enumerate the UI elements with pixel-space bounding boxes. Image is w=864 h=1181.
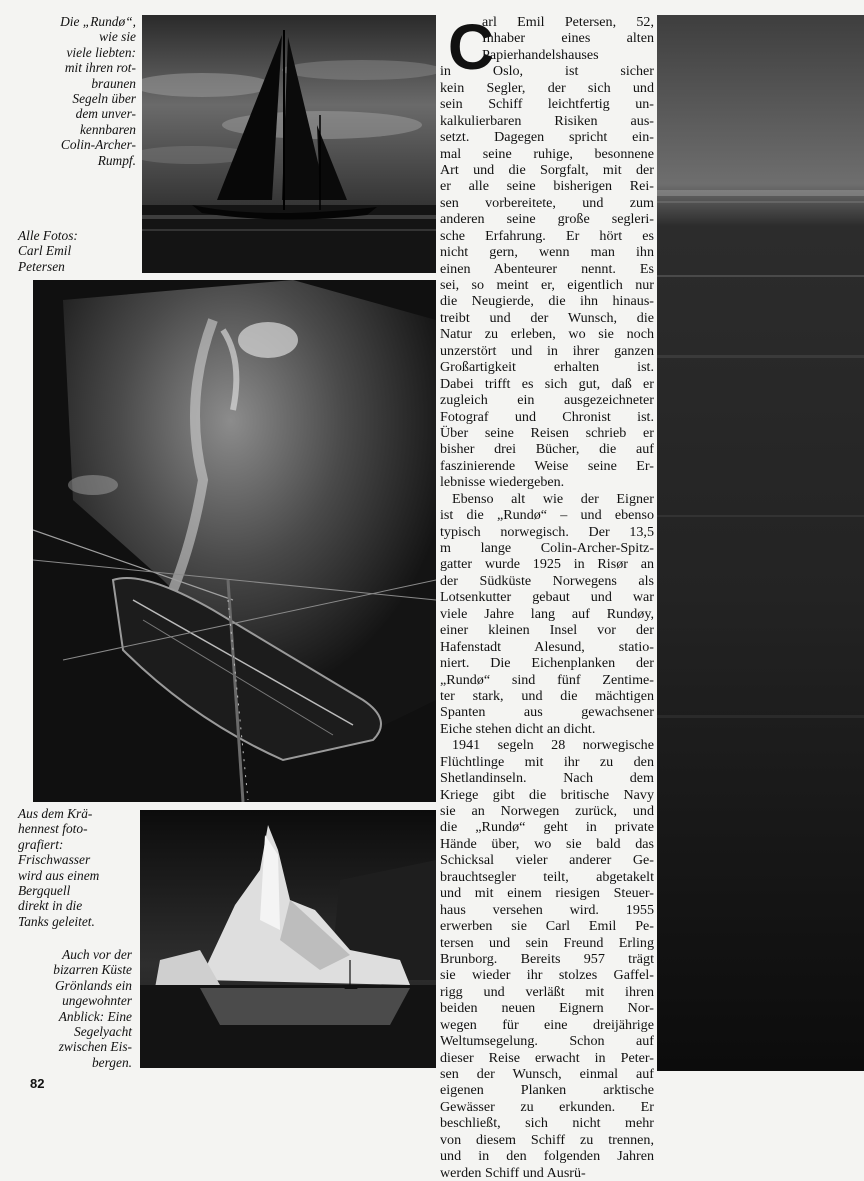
- article-line: mal seine ruhige, besonnene: [440, 145, 654, 162]
- caption-line: viele liebten:: [66, 44, 136, 60]
- photo-sailing-ship-silhouette: [142, 15, 436, 273]
- article-line: kalkulierbaren Risiken aus-: [440, 112, 654, 129]
- caption-line: Grönlands ein: [55, 977, 132, 993]
- caption-line: Tanks geleitet.: [18, 913, 95, 929]
- caption-line: Alle Fotos:: [18, 228, 78, 243]
- article-line: Gewässer zu erkunden. Er: [440, 1098, 654, 1115]
- article-line: faszinierende Weise seine Er-: [440, 457, 654, 474]
- article-line: bisher drei Bücher, die auf: [440, 441, 654, 458]
- caption-line: wird aus einem: [18, 867, 100, 883]
- article-line: erwerben sie Carl Emil Pe-: [440, 918, 654, 935]
- article-line: Shetlandinseln. Nach dem: [440, 770, 654, 787]
- article-line: beschließt, sich nicht mehr: [440, 1115, 654, 1132]
- article-line: Fotograf und Chronist ist.: [440, 408, 654, 425]
- caption-line: bizarren Küste: [53, 962, 132, 978]
- article-line: lebnisse wiedergeben.: [440, 474, 565, 491]
- article-line: Natur zu erleben, wo sie noch: [440, 326, 654, 343]
- article-line: eigenen Planken arktische: [440, 1082, 654, 1099]
- article-line: sie wieder ihr stolzes Gaffel-: [440, 967, 654, 984]
- caption-line: wie sie: [99, 29, 136, 45]
- article-line: Ebenso alt wie der Eigner: [452, 490, 654, 507]
- caption-line: bergen.: [91, 1054, 132, 1070]
- article-line: ter stark, und die mächtigen: [440, 687, 654, 704]
- article-line: Art und die Sorgfalt, mit der: [440, 161, 654, 178]
- article-line: von diesem Schiff zu trennen,: [440, 1131, 654, 1148]
- page-number: 82: [30, 1076, 45, 1091]
- article-line: dieser Reise erwacht in Peter-: [440, 1049, 654, 1066]
- caption-line: zwischen Eis-: [58, 1039, 132, 1055]
- article-line: er alle seine bisherigen Rei-: [440, 178, 654, 195]
- article-line: anderen seine große segleri-: [440, 211, 654, 228]
- caption-line: braunen: [91, 75, 136, 91]
- article-line: sche Erfahrung. Er hört es: [440, 227, 654, 244]
- article-line: sen der Wunsch, einmal auf: [440, 1066, 654, 1082]
- article-line: Brunborg. Bereits 957 trägt: [440, 950, 654, 967]
- article-line: Schicksal vieler anderer Ge-: [440, 852, 654, 869]
- article-line: zugleich ein ausgezeichneter: [440, 392, 654, 409]
- article-line: haus versehen wird. 1955: [440, 901, 654, 918]
- article-line: wegen für eine dreijährige: [440, 1016, 654, 1033]
- article-line: kein Segler, der sich und: [440, 79, 654, 96]
- article-line: sei, so meint er, eigentlich nur: [440, 277, 654, 293]
- article-line: 1941 segeln 28 norwegische: [452, 737, 654, 754]
- article-line: Weltumsegelung. Schon auf: [440, 1033, 654, 1050]
- article-line: einen Abenteurer nennt. Es: [440, 260, 654, 277]
- caption-line: Frischwasser: [18, 852, 91, 868]
- article-line: tersen und sein Freund Erling: [440, 934, 654, 951]
- caption-line: Segelyacht: [74, 1024, 132, 1040]
- caption-greenland: [22, 947, 132, 1070]
- article-line: Hafenstadt Alesund, statio-: [440, 638, 654, 655]
- caption-line: Carl Emil: [18, 243, 72, 259]
- article-line: Über seine Reisen schrieb er: [440, 424, 654, 441]
- article-line: setzt. Dagegen spricht ein-: [440, 129, 654, 146]
- caption-line: Rumpf.: [97, 152, 136, 168]
- article-line: Flüchtlinge mit ihr zu den: [440, 753, 654, 770]
- article-line: einer kleinen Insel vor der: [440, 622, 654, 639]
- caption-line: Bergquell: [18, 883, 71, 899]
- caption-line: Auch vor der: [62, 947, 132, 962]
- caption-line: ungewohnter: [62, 993, 132, 1009]
- caption-line: direkt in die: [18, 898, 83, 914]
- article-body: [440, 14, 654, 1181]
- article-line: m lange Colin-Archer-Spitz-: [440, 540, 654, 556]
- photo-crows-nest-view: [33, 280, 436, 802]
- article-line: brauchtsegler teilt, abgetakelt: [440, 868, 654, 885]
- article-line: gatter wurde 1925 in Risør an: [440, 556, 654, 573]
- article-line: sen vorbereitete, und zum: [440, 194, 654, 211]
- article-line: nicht gern, wenn man ihn: [440, 244, 654, 261]
- article-line: arl Emil Petersen, 52,: [482, 14, 654, 30]
- article-line: und in den folgenden Jahren: [440, 1148, 654, 1165]
- caption-line: dem unver-: [75, 106, 136, 122]
- drop-cap-letter: C: [450, 19, 492, 75]
- photo-dark-sea-right: [657, 15, 864, 1071]
- article-line: die „Rundø“ geht in private: [440, 819, 654, 836]
- article-line: werden Schiff und Ausrü-: [440, 1164, 586, 1181]
- article-line: treibt und der Wunsch, die: [440, 309, 654, 326]
- article-line: in Oslo, ist sicher: [440, 63, 654, 80]
- article-line: sie an Norwegen zurück, und: [440, 803, 654, 819]
- article-line: Großartigkeit erhalten ist.: [440, 359, 654, 376]
- caption-crows-nest: [18, 806, 123, 929]
- article-line: Lotsenkutter gebaut und war: [440, 589, 654, 606]
- caption-rundo-sails: [18, 14, 136, 168]
- caption-line: Die „Rundø“,: [60, 14, 136, 29]
- article-line: Dabei trifft es sich gut, daß er: [440, 375, 654, 392]
- article-line: beiden neuen Eignern Nor-: [440, 1000, 654, 1017]
- caption-photo-credit: [18, 228, 136, 274]
- caption-line: Anblick: Eine: [58, 1008, 132, 1024]
- article-line: Papierhandelshauses: [482, 46, 599, 63]
- article-line: „Rundø“ sind fünf Zentime-: [440, 671, 654, 688]
- caption-line: Segeln über: [72, 91, 136, 107]
- caption-line: mit ihren rot-: [64, 60, 136, 76]
- article-line: die Neugierde, die ihn hinaus-: [440, 293, 654, 310]
- article-line: rigg und verläßt mit ihren: [440, 983, 654, 1000]
- article-line: Spanten aus gewachsener: [440, 704, 654, 721]
- article-line: der Südküste Norwegens als: [440, 572, 654, 589]
- caption-line: kennbaren: [79, 121, 136, 137]
- article-line: Kriege gibt die britische Navy: [440, 786, 654, 803]
- photo-iceberg-yacht: [140, 810, 436, 1068]
- caption-line: hennest foto-: [18, 821, 88, 837]
- article-line: typisch norwegisch. Der 13,5: [440, 523, 654, 540]
- caption-line: Aus dem Krä-: [18, 806, 93, 821]
- article-line: niert. Die Eichenplanken der: [440, 655, 654, 672]
- article-line: ist die „Rundø“ – und ebenso: [440, 507, 654, 524]
- caption-line: grafiert:: [18, 836, 64, 852]
- article-line: sein Schiff leichtfertig un-: [440, 96, 654, 113]
- article-line: Inhaber eines alten: [482, 30, 654, 47]
- article-line: Hände über, wo sie bald das: [440, 835, 654, 852]
- article-line: und mit einem riesigen Steuer-: [440, 885, 654, 902]
- article-line: viele Jahre lang auf Rundøy,: [440, 605, 654, 622]
- caption-line: Petersen: [18, 258, 65, 274]
- caption-line: Colin-Archer-: [60, 137, 136, 153]
- article-line: Eiche stehen dicht an dicht.: [440, 720, 596, 737]
- article-line: unzerstört und in ihrer ganzen: [440, 342, 654, 359]
